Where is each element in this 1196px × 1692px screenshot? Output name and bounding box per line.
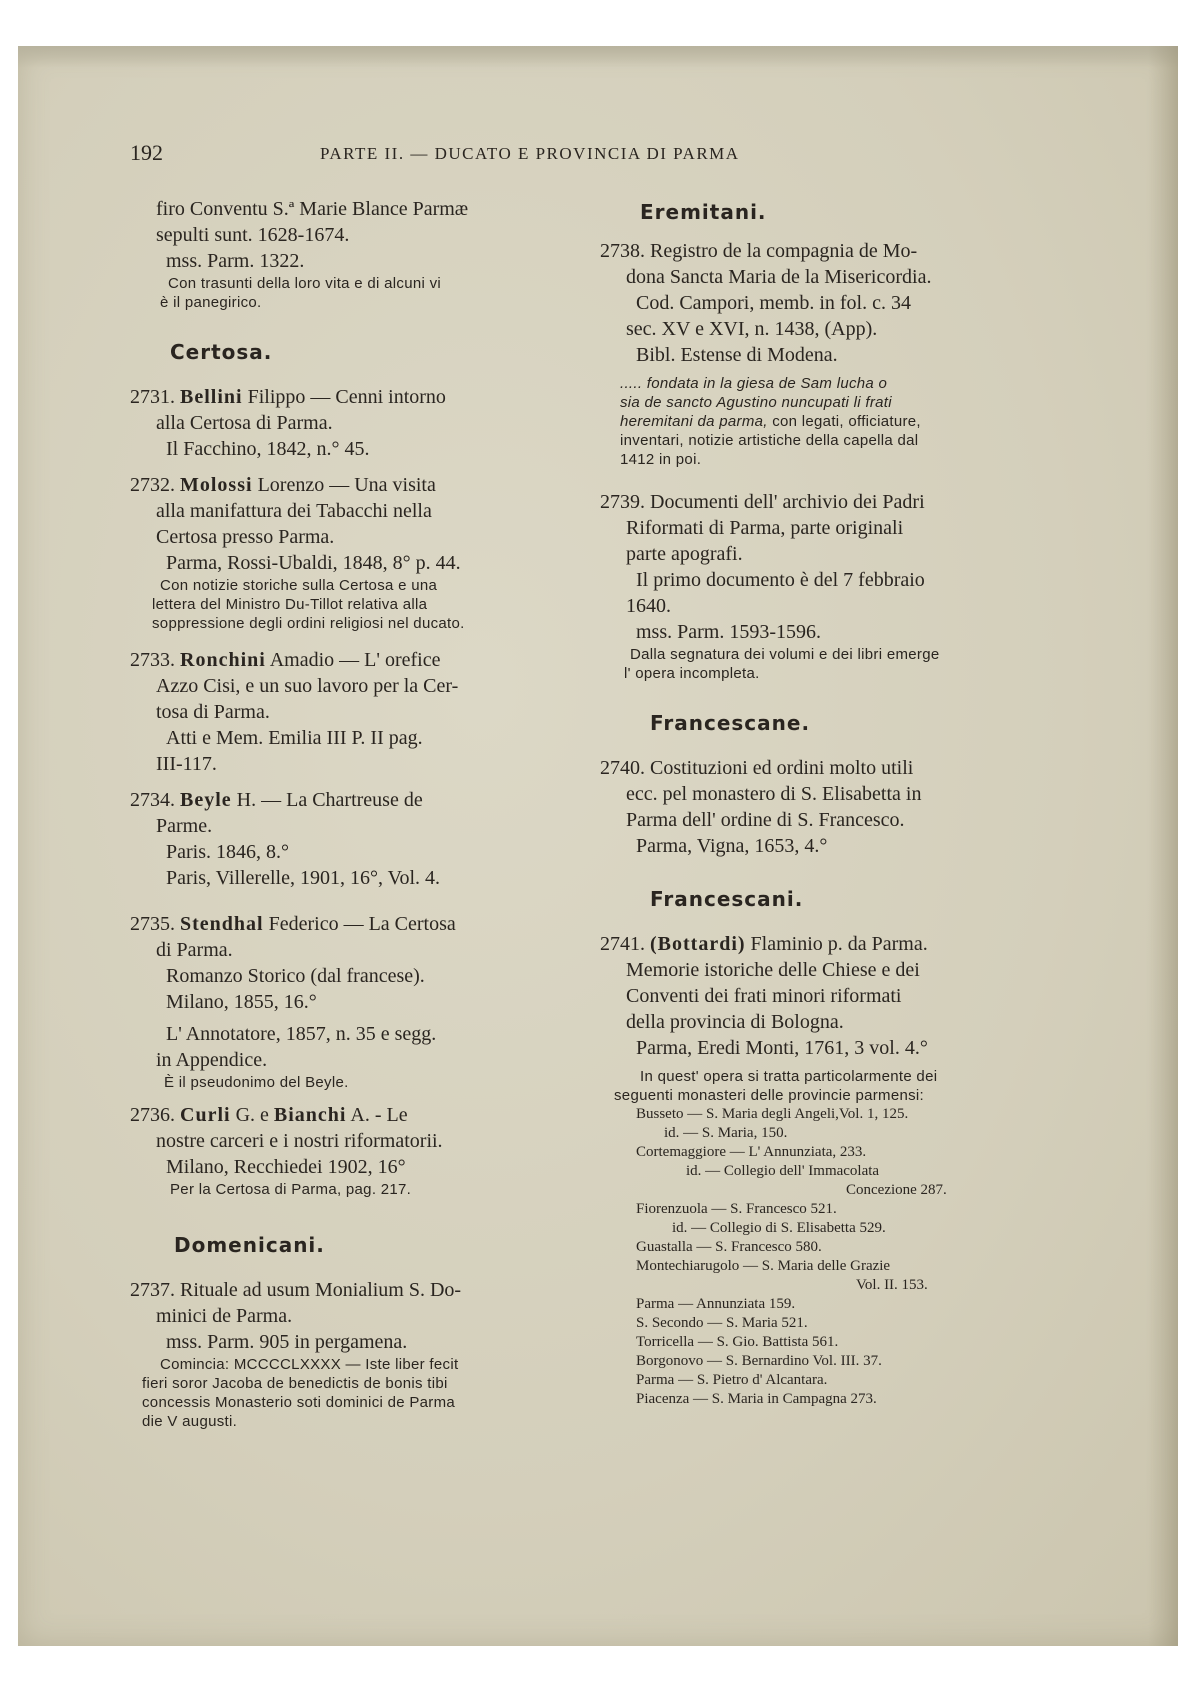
entry-2738 (600, 238, 1040, 469)
entry-2735 (130, 911, 568, 1092)
entry-2731 (130, 384, 568, 462)
entry-author: Ronchini (180, 649, 266, 671)
text-line: Cod. Campori, memb. in fol. c. 34 (636, 292, 911, 314)
entry-2737 (130, 1277, 568, 1431)
text-line: Il Facchino, 1842, n.° 45. (166, 438, 370, 460)
text-line: Paris. 1846, 8.° (166, 841, 289, 863)
text-line: Parma, Vigna, 1653, 4.° (636, 835, 828, 857)
text-line: della provincia di Bologna. (626, 1011, 844, 1033)
page-edge-shadow (1148, 46, 1178, 1646)
text-line: H. — La Chartreuse de (236, 789, 423, 811)
text-line: Memorie istoriche delle Chiese e dei (626, 959, 920, 981)
text-line: A. - Le (350, 1104, 408, 1126)
continued-entry (130, 196, 568, 312)
note-line: heremitani da parma, (620, 413, 768, 430)
note-line: In quest' opera si tratta particolarmente dei (640, 1068, 938, 1085)
list-item: id. — Collegio di S. Elisabetta 529. (672, 1220, 886, 1236)
note-line: die V augusti. (142, 1413, 238, 1430)
note-line: È il pseudonimo del Beyle. (164, 1074, 349, 1091)
section-heading-certosa: Certosa. (170, 340, 273, 364)
entry-2736 (130, 1102, 568, 1199)
entry-2733 (130, 647, 568, 777)
page-header (130, 140, 870, 170)
text-line: ecc. pel monastero di S. Elisabetta in (626, 783, 922, 805)
list-item: id. — S. Maria, 150. (664, 1125, 788, 1141)
text-line: 2737. Rituale ad usum Monialium S. Do- (130, 1279, 462, 1301)
note-line: seguenti monasteri delle provincie parmensi: (614, 1087, 925, 1104)
text-line: Amadio — L' orefice (269, 649, 441, 671)
text-line: 1640. (626, 595, 671, 617)
text-line: firo Conventu S.ª Marie Blance Parmæ (156, 198, 469, 220)
entry-number: 2731. (130, 386, 175, 408)
note-line: lettera del Ministro Du-Tillot relativa alla (152, 596, 428, 613)
entry-2734 (130, 787, 568, 891)
list-item: Piacenza — S. Maria in Campagna 273. (636, 1391, 877, 1407)
text-line: Conventi dei frati minori riformati (626, 985, 902, 1007)
note-line: soppressione degli ordini religiosi nel ducato. (152, 615, 465, 632)
list-item: Busseto — S. Maria degli Angeli,Vol. 1, 125. (636, 1106, 909, 1122)
note-line: Per la Certosa di Parma, pag. 217. (170, 1181, 412, 1198)
entry-author: Beyle (180, 789, 232, 811)
list-item: Guastalla — S. Francesco 580. (636, 1239, 822, 1255)
text-line: Parma, Eredi Monti, 1761, 3 vol. 4.° (636, 1037, 928, 1059)
text-line: Il primo documento è del 7 febbraio (636, 569, 925, 591)
entry-number: 2734. (130, 789, 175, 811)
text-line: Atti e Mem. Emilia III P. II pag. (166, 727, 423, 749)
right-column (600, 196, 1040, 1409)
section-heading-francescani: Francescani. (650, 887, 804, 911)
text-line: Lorenzo — Una visita (257, 474, 436, 496)
text-line: Certosa presso Parma. (156, 526, 335, 548)
note-line: Dalla segnatura dei volumi e dei libri emerge (630, 646, 940, 663)
text-line: Milano, 1855, 16.° (166, 991, 317, 1013)
entry-2741 (600, 931, 1040, 1105)
text-line: dona Sancta Maria de la Misericordia. (626, 266, 932, 288)
note-line: è il panegirico. (160, 294, 262, 311)
list-item: Montechiarugolo — S. Maria delle Grazie (636, 1258, 891, 1274)
text-line: tosa di Parma. (156, 701, 270, 723)
entry-number: 2735. (130, 913, 175, 935)
text-line: minici de Parma. (156, 1305, 293, 1327)
note-line: l' opera incompleta. (624, 665, 760, 682)
text-line: alla Certosa di Parma. (156, 412, 333, 434)
page-number: 192 (130, 140, 163, 165)
text-line: in Appendice. (156, 1049, 268, 1071)
text-line: Riformati di Parma, parte originali (626, 517, 904, 539)
entry-author: Bianchi (273, 1104, 347, 1126)
text-line: L' Annotatore, 1857, n. 35 e segg. (166, 1023, 437, 1045)
text-line: Federico — La Certosa (268, 913, 456, 935)
entry-number: 2736. (130, 1104, 175, 1126)
entry-2739 (600, 489, 1040, 683)
note-line: con legati, officiature, (767, 413, 921, 430)
text-line: sepulti sunt. 1628-1674. (156, 224, 350, 246)
text-line: parte apografi. (626, 543, 743, 565)
entry-author: Stendhal (180, 913, 264, 935)
list-item: Parma — S. Pietro d' Alcantara. (636, 1372, 828, 1388)
text-line: mss. Parm. 1593-1596. (636, 621, 821, 643)
note-line: inventari, notizie artistiche della capella dal (620, 432, 919, 449)
note-line: 1412 in poi. (620, 451, 702, 468)
text-line: Filippo — Cenni intorno (247, 386, 446, 408)
section-heading-domenicani: Domenicani. (174, 1233, 325, 1257)
text-line: Flaminio p. da Parma. (750, 933, 928, 955)
text-line: mss. Parm. 905 in pergamena. (166, 1331, 408, 1353)
text-line: sec. XV e XVI, n. 1438, (App). (626, 318, 878, 340)
list-item: S. Secondo — S. Maria 521. (636, 1315, 808, 1331)
text-line: Paris, Villerelle, 1901, 16°, Vol. 4. (166, 867, 441, 889)
list-item: Fiorenzuola — S. Francesco 521. (636, 1201, 837, 1217)
entry-2732 (130, 472, 568, 633)
text-line: di Parma. (156, 939, 233, 961)
text-line: Milano, Recchiedei 1902, 16° (166, 1156, 406, 1178)
list-item: id. — Collegio dell' Immacolata (686, 1163, 880, 1179)
note-line: sia de sancto Agustino nuncupati li frati (620, 394, 892, 411)
entry-number: 2732. (130, 474, 175, 496)
text-line: Romanzo Storico (dal francese). (166, 965, 425, 987)
entry-number: 2733. (130, 649, 175, 671)
page-edge-shadow (18, 46, 1178, 68)
entry-author: Curli (180, 1104, 231, 1126)
text-line: nostre carceri e i nostri riformatorii. (156, 1130, 443, 1152)
note-line: Con trasunti della loro vita e di alcuni vi (168, 275, 442, 292)
entry-author: Bellini (180, 386, 243, 408)
list-item: Parma — Annunziata 159. (636, 1296, 796, 1312)
entry-author: (Bottardi) (650, 933, 746, 955)
text-line: Azzo Cisi, e un suo lavoro per la Cer- (156, 675, 459, 697)
entry-author: Molossi (180, 474, 253, 496)
text-line: Parme. (156, 815, 213, 837)
note-line: Con notizie storiche sulla Certosa e una (160, 577, 438, 594)
list-item: Torricella — S. Gio. Battista 561. (636, 1334, 839, 1350)
left-column (130, 196, 568, 1431)
text-line: alla manifattura dei Tabacchi nella (156, 500, 432, 522)
running-head: PARTE II. — DUCATO E PROVINCIA DI PARMA (320, 144, 740, 163)
text-line: Bibl. Estense di Modena. (636, 344, 838, 366)
text-line: III-117. (156, 753, 217, 775)
note-line: concessis Monasterio soti dominici de Parma (142, 1394, 456, 1411)
text-line: 2740. Costituzioni ed ordini molto utili (600, 757, 914, 779)
list-item: Concezione 287. (846, 1182, 947, 1198)
text-line: Parma dell' ordine di S. Francesco. (626, 809, 905, 831)
note-line: ..... fondata in la giesa de Sam lucha o (620, 375, 888, 392)
list-item: Cortemaggiore — L' Annunziata, 233. (636, 1144, 867, 1160)
text-line: 2739. Documenti dell' archivio dei Padri (600, 491, 925, 513)
note-line: fieri soror Jacoba de benedictis de bonis tibi (142, 1375, 448, 1392)
entry-2740 (600, 755, 1040, 859)
text-line: 2738. Registro de la compagnia de Mo- (600, 240, 918, 262)
text-fragment: G. e (235, 1104, 269, 1126)
section-heading-francescane: Francescane. (650, 711, 811, 735)
list-item: Borgonovo — S. Bernardino Vol. III. 37. (636, 1353, 882, 1369)
text-line: mss. Parm. 1322. (166, 250, 305, 272)
section-heading-eremitani: Eremitani. (640, 200, 767, 224)
text-line: Parma, Rossi-Ubaldi, 1848, 8° p. 44. (166, 552, 461, 574)
list-item: Vol. II. 153. (856, 1277, 928, 1293)
monastery-list (600, 1105, 1040, 1409)
entry-number: 2741. (600, 933, 645, 955)
note-line: Comincia: MCCCCLXXXX — Iste liber fecit (160, 1356, 459, 1373)
